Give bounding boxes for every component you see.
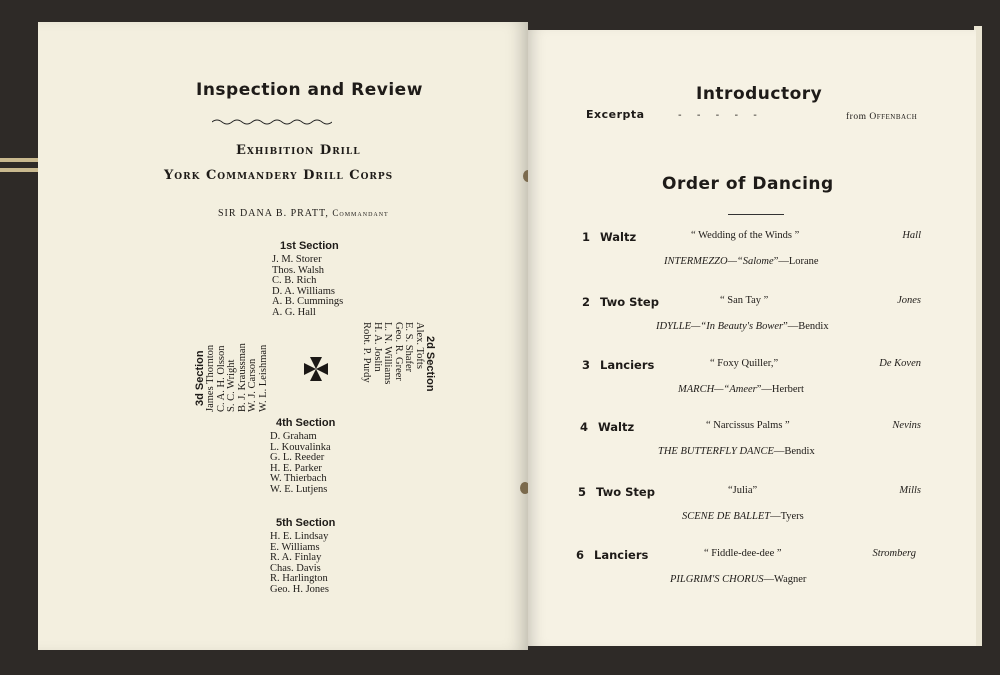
piece-name: INTERMEZZO—“ (664, 256, 743, 267)
dance-title: “ Narcissus Palms ” (706, 420, 790, 431)
piece-title: Ameer (729, 384, 757, 395)
dance-composer: Jones (897, 295, 921, 306)
excerpta-composer: Offenbach (869, 112, 918, 122)
corps-title: York Commandery Drill Corps (164, 168, 394, 183)
list-item: Thos. Walsh (272, 264, 325, 276)
list-item: A. B. Cummings (272, 296, 344, 308)
list-item: W. J. Carson (247, 358, 259, 412)
list-item: D. Graham (270, 431, 317, 442)
dance-entry (528, 230, 976, 290)
list-item: D. A. Williams (272, 285, 335, 297)
left-page (38, 22, 528, 650)
section-roster (270, 532, 329, 596)
dance-entry (528, 548, 976, 608)
list-item: L. Kouvalinka (270, 441, 331, 453)
list-item: Geo. H. Jones (270, 583, 329, 595)
piece-composer: —Wagner (763, 574, 807, 585)
dance-number: 1 (582, 230, 591, 244)
excerpta-dashes: - - - - - (678, 110, 758, 121)
dance-type: Lanciers (594, 548, 649, 562)
list-item: A. G. Hall (272, 306, 316, 318)
list-item: E. S. Shafer (403, 322, 415, 373)
piece-name: IDYLLE—“ (656, 321, 707, 332)
maltese-cross-icon (302, 355, 330, 383)
dance-subtitle (664, 256, 819, 267)
section-roster (206, 320, 270, 412)
section-block-3d (194, 320, 270, 412)
section-title: 1st Section (280, 240, 339, 252)
dance-subtitle (656, 321, 829, 332)
piece-composer: —Bendix (773, 446, 815, 457)
dance-subtitle (670, 574, 806, 585)
section-title: 4th Section (276, 417, 336, 429)
list-item: C. B. Rich (272, 275, 317, 287)
dance-subtitle (682, 511, 804, 522)
piece-composer: ”—Lorane (773, 256, 819, 267)
dance-type: Two Step (600, 295, 659, 309)
dance-type: Lanciers (600, 358, 655, 372)
dance-title: “ San Tay ” (720, 295, 769, 306)
dance-title: “ Wedding of the Winds ” (691, 230, 800, 241)
list-item: H. A. Joslin (371, 322, 383, 372)
dance-title: “ Fiddle-dee-dee ” (704, 548, 782, 559)
list-item: W. Thierbach (270, 473, 327, 485)
list-item: W. L. Leishman (257, 344, 269, 412)
piece-name: PILGRIM'S CHORUS (670, 574, 764, 585)
list-item: W. E. Lutjens (270, 483, 328, 495)
excerpta-from-label: from (846, 112, 870, 122)
dance-title: “Julia” (728, 485, 758, 496)
list-item: C. A. H. Olsson (215, 345, 227, 412)
section-block-2d (360, 322, 436, 414)
commandant-name: SIR DANA B. PRATT, (218, 208, 333, 219)
commandant-role: Commandant (332, 208, 389, 218)
list-item: L. N. Williams (382, 322, 394, 385)
dance-title: “ Foxy Quiller,” (710, 358, 779, 369)
page-title: Introductory (696, 84, 823, 104)
dance-number: 5 (578, 485, 587, 499)
list-item: E. Williams (270, 541, 320, 553)
section-title: 5th Section (276, 517, 336, 529)
dance-entry (528, 358, 976, 418)
section-roster (360, 322, 424, 414)
dance-number: 6 (576, 548, 585, 562)
dance-number: 3 (582, 358, 591, 372)
piece-name: MARCH—“ (678, 384, 730, 395)
dance-composer: Hall (902, 230, 921, 241)
dance-subtitle (678, 384, 804, 395)
excerpta-label: Excerpta (586, 108, 645, 121)
piece-name: SCENE DE BALLET (682, 511, 771, 522)
binding-cord (0, 168, 40, 172)
list-item: Chas. Davis (270, 562, 321, 574)
list-item: Geo. R. Greer (392, 322, 404, 381)
divider-ornament (212, 118, 332, 126)
list-item: James Thornton (205, 344, 216, 412)
dance-composer: Mills (899, 485, 921, 496)
binding-cord (0, 158, 40, 162)
list-item: Robt. P. Purdy (361, 322, 373, 383)
right-page (528, 30, 976, 646)
dance-entry (528, 420, 976, 480)
dance-number: 2 (582, 295, 591, 309)
commandant-line (218, 208, 389, 219)
dance-composer: Nevins (892, 420, 921, 431)
drill-title: Exhibition Drill (236, 143, 361, 158)
list-item: Alex. Tofts (414, 322, 425, 369)
dance-type: Waltz (600, 230, 637, 244)
page-title: Inspection and Review (196, 80, 423, 100)
section-roster (270, 432, 331, 496)
list-item: R. Harlington (270, 573, 328, 585)
dance-composer: De Koven (879, 358, 921, 369)
list-item: B. J. Kraussman (236, 343, 248, 412)
piece-name: THE BUTTERFLY DANCE (658, 446, 774, 457)
divider (728, 214, 784, 215)
piece-title: In Beauty's Bower (706, 321, 784, 332)
piece-composer: ”—Bendix (783, 321, 829, 332)
section-roster (272, 255, 343, 319)
list-item: R. A. Finlay (270, 552, 322, 564)
list-item: J. M. Storer (272, 254, 322, 265)
list-item: S. C. Wright (226, 359, 238, 412)
section-title: 3d Section (194, 350, 206, 406)
excerpta-from (846, 112, 917, 122)
dance-entry (528, 485, 976, 545)
dance-composer: Stromberg (872, 548, 916, 559)
dance-type: Two Step (596, 485, 655, 499)
section-title: 2d Section (424, 336, 436, 392)
piece-composer: ”—Herbert (756, 384, 804, 395)
list-item: H. E. Lindsay (270, 531, 329, 542)
dance-subtitle (658, 446, 815, 457)
list-item: H. E. Parker (270, 462, 322, 474)
section-heading: Order of Dancing (662, 174, 834, 194)
dance-entry (528, 295, 976, 355)
list-item: G. L. Reeder (270, 452, 325, 464)
piece-title: Salome (742, 256, 774, 267)
dance-type: Waltz (598, 420, 635, 434)
dance-number: 4 (580, 420, 589, 434)
piece-composer: —Tyers (770, 511, 804, 522)
